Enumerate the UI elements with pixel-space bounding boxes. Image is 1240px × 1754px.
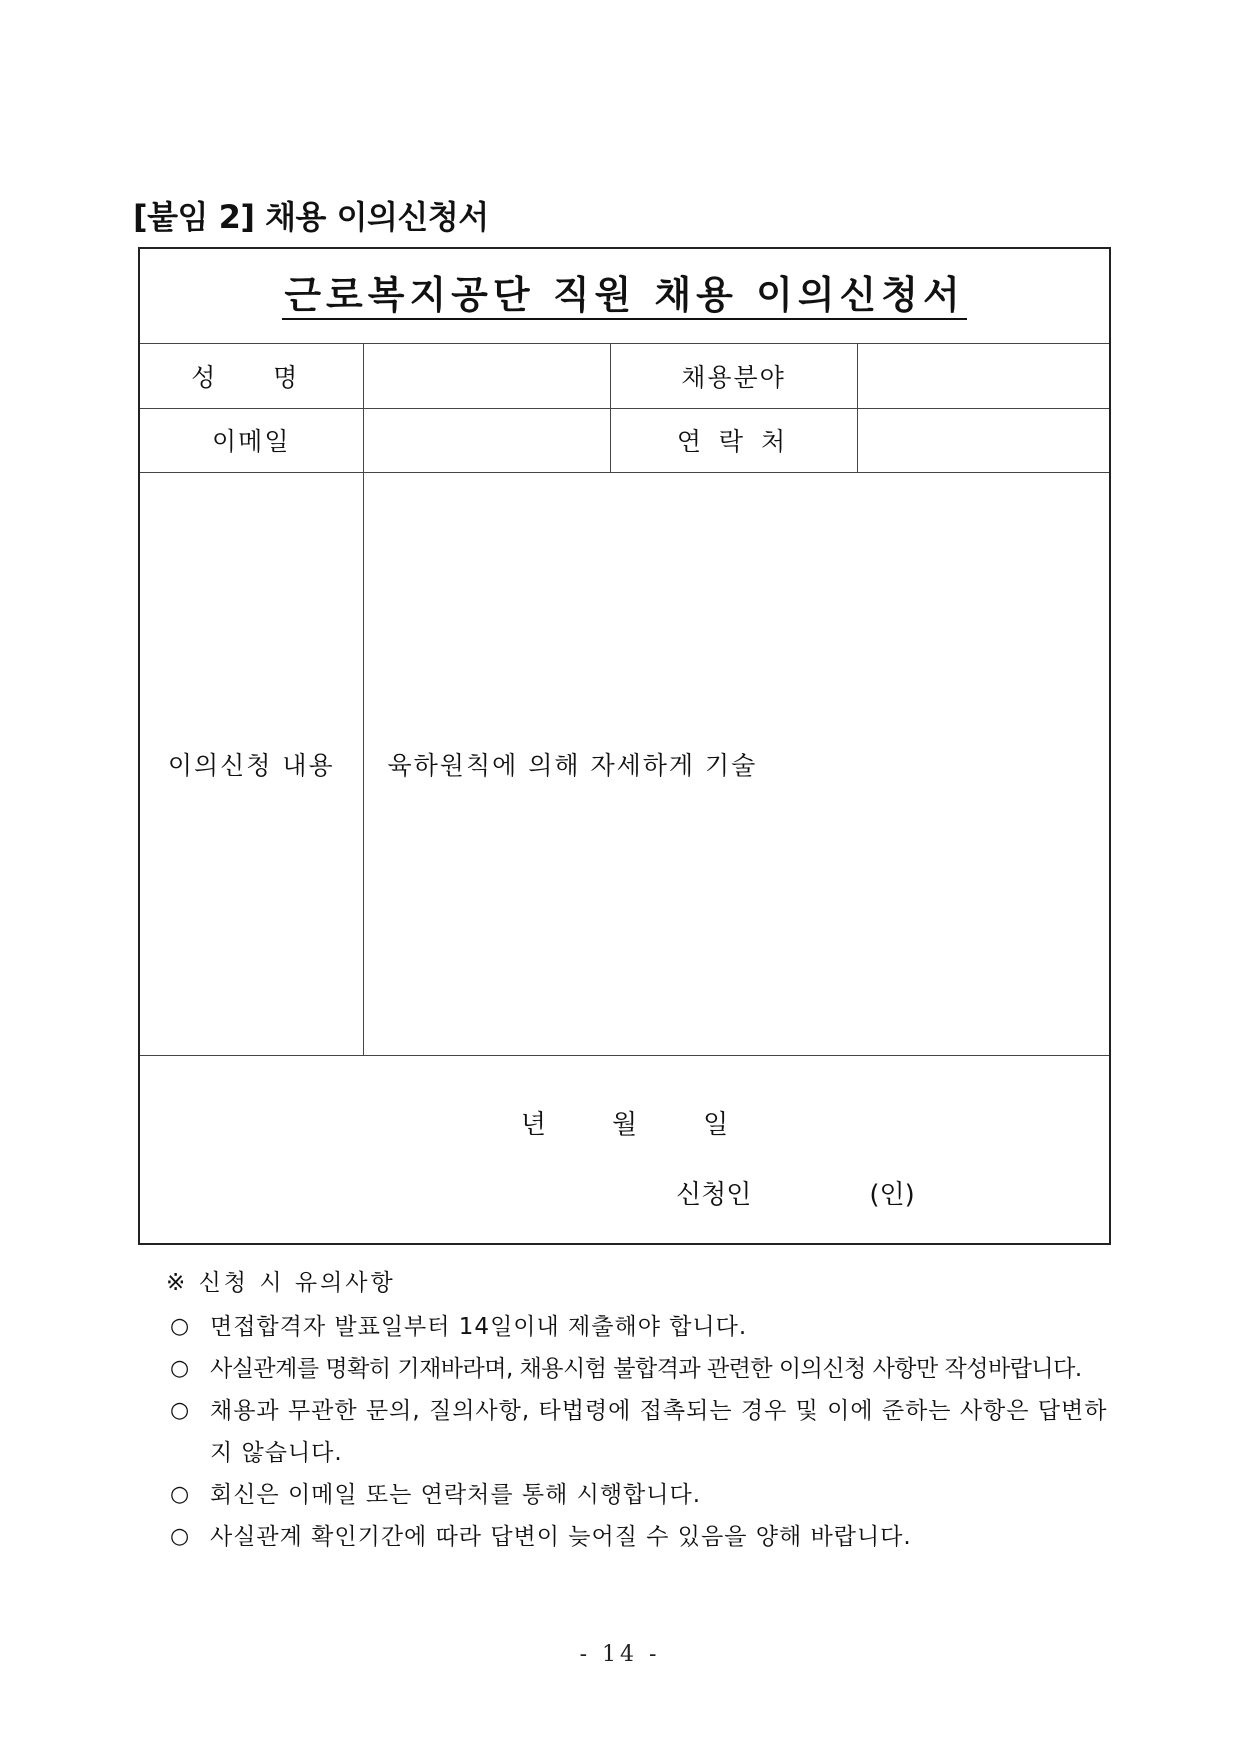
date-month-label: 월 (611, 1110, 638, 1141)
signature-section (140, 1056, 1109, 1243)
note-item (166, 1348, 1116, 1390)
date-year-label: 년 (520, 1110, 546, 1141)
note-item (166, 1306, 1116, 1348)
appeal-form (138, 247, 1111, 1245)
applicant-label: 신청인 (676, 1180, 752, 1211)
bullet-icon: ○ (170, 1398, 191, 1423)
bullet-icon: ○ (170, 1482, 191, 1507)
appeal-content-field[interactable] (363, 473, 1109, 1056)
email-label: 이메일 (140, 408, 363, 472)
field-field[interactable] (857, 344, 1109, 408)
date-line (140, 1104, 1109, 1141)
note-text: 회신은 이메일 또는 연락처를 통해 시행합니다. (210, 1482, 702, 1508)
email-field[interactable] (363, 408, 610, 472)
note-item (166, 1516, 1116, 1558)
date-day-label: 일 (703, 1110, 729, 1141)
form-title: 근로복지공단 직원 채용 이의신청서 (282, 272, 966, 320)
note-text: 사실관계 확인기간에 따라 답변이 늦어질 수 있음을 양해 바랍니다. (210, 1524, 912, 1550)
seal-label: (인) (869, 1180, 915, 1211)
appeal-label: 이의신청 내용 (140, 473, 363, 1056)
appeal-form-table (140, 249, 1109, 1243)
note-text: 면접합격자 발표일부터 14일이내 제출해야 합니다. (210, 1314, 748, 1340)
bullet-icon: ○ (170, 1356, 191, 1381)
bullet-icon: ○ (170, 1524, 191, 1549)
form-title-cell (140, 249, 1109, 344)
note-text: 채용과 무관한 문의, 질의사항, 타법령에 접촉되는 경우 및 이에 준하는 사항은 답변하지 않습니다. (210, 1398, 1108, 1466)
applicant-line (676, 1174, 915, 1211)
attachment-title: [붙임 2] 채용 이의신청서 (133, 198, 489, 236)
field-label: 채용분야 (610, 344, 857, 408)
notes-header: ※ 신청 시 유의사항 (166, 1270, 396, 1296)
name-field[interactable] (363, 344, 610, 408)
contact-field[interactable] (857, 408, 1109, 472)
appeal-content-hint: 육하원칙에 의해 자세하게 기술 (387, 751, 758, 781)
note-item (166, 1474, 1116, 1516)
name-label: 성 명 (140, 344, 363, 408)
note-text: 사실관계를 명확히 기재바라며, 채용시험 불합격과 관련한 이의신청 사항만 작성바랍니다. (210, 1356, 1082, 1382)
contact-label: 연 락 처 (610, 408, 857, 472)
notes-section (166, 1262, 1116, 1558)
page-number: - 14 - (579, 1642, 661, 1667)
note-item (166, 1390, 1116, 1474)
bullet-icon: ○ (170, 1314, 191, 1339)
